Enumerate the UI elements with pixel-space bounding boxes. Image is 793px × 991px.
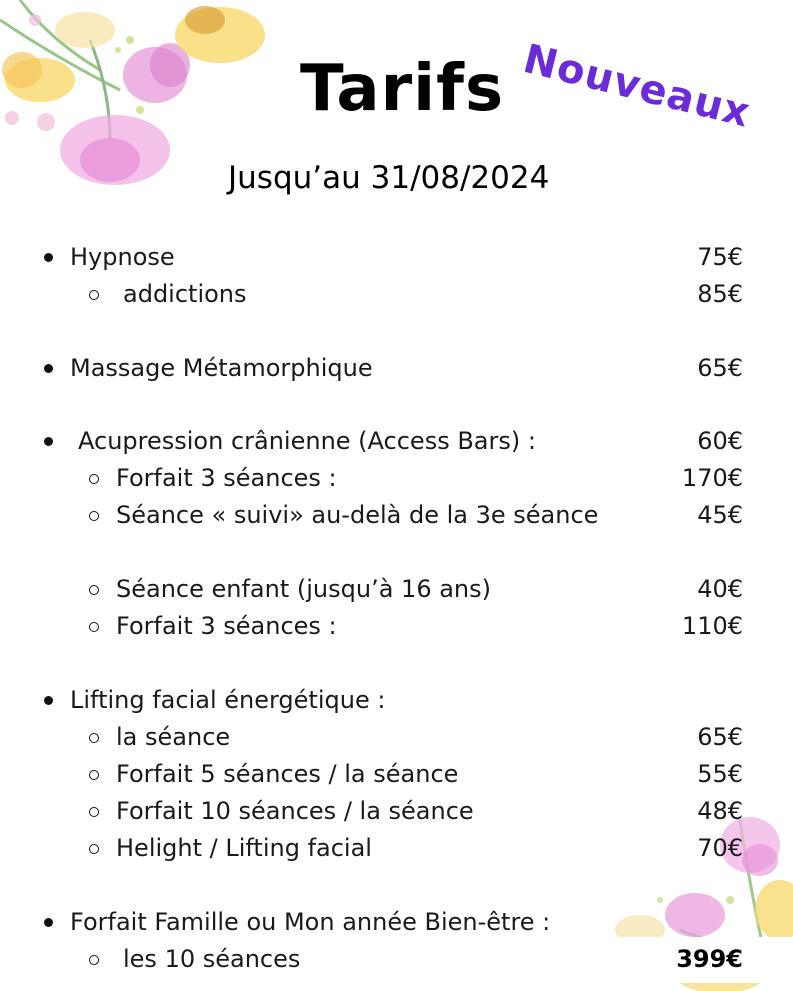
item-price: 60€ — [697, 427, 743, 455]
list-item — [0, 351, 793, 385]
list-item — [0, 720, 793, 754]
circle-bullet-icon — [89, 622, 99, 632]
list-item — [0, 424, 793, 458]
circle-bullet-icon — [89, 770, 99, 780]
item-label: Forfait 10 séances / la séance — [116, 797, 474, 825]
bullet-icon — [44, 364, 53, 373]
item-label: Acupression crânienne (Access Bars) : — [78, 427, 536, 455]
circle-bullet-icon — [89, 511, 99, 521]
item-label: Forfait 3 séances : — [116, 612, 337, 640]
bullet-icon — [44, 437, 53, 446]
item-price: 85€ — [697, 280, 743, 308]
list-item — [0, 683, 793, 717]
bullet-icon — [44, 696, 53, 705]
item-price: 48€ — [697, 797, 743, 825]
item-price: 40€ — [697, 575, 743, 603]
item-label: Forfait Famille ou Mon année Bien-être : — [70, 908, 551, 936]
circle-bullet-icon — [89, 290, 99, 300]
new-badge: Nouveaux — [518, 36, 756, 137]
circle-bullet-icon — [89, 733, 99, 743]
item-label: addictions — [123, 280, 247, 308]
list-item — [0, 498, 793, 532]
item-label: Hypnose — [70, 243, 175, 271]
item-label: Séance « suivi» au-delà de la 3e séance — [116, 501, 599, 529]
item-label: Lifting facial énergétique : — [70, 686, 386, 714]
item-label: les 10 séances — [123, 945, 301, 973]
circle-bullet-icon — [89, 585, 99, 595]
item-price: 70€ — [697, 834, 743, 862]
list-item — [0, 572, 793, 606]
item-price: 45€ — [697, 501, 743, 529]
item-label: Helight / Lifting facial — [116, 834, 372, 862]
item-label: Forfait 5 séances / la séance — [116, 760, 459, 788]
list-item — [0, 609, 793, 643]
item-label: Massage Métamorphique — [70, 354, 373, 382]
list-item — [0, 905, 793, 939]
list-item — [0, 757, 793, 791]
item-label: la séance — [116, 723, 231, 751]
item-label: Séance enfant (jusqu’à 16 ans) — [116, 575, 491, 603]
item-price: 110€ — [681, 612, 743, 640]
item-price: 399€ — [676, 945, 743, 973]
list-item — [0, 461, 793, 495]
item-price: 170€ — [681, 464, 743, 492]
page-title: Tarifs — [300, 52, 505, 126]
list-item — [0, 831, 793, 865]
item-price: 75€ — [697, 243, 743, 271]
list-item — [0, 942, 793, 976]
list-item — [0, 794, 793, 828]
item-price: 55€ — [697, 760, 743, 788]
item-label: Forfait 3 séances : — [116, 464, 337, 492]
item-price: 65€ — [697, 354, 743, 382]
circle-bullet-icon — [89, 955, 99, 965]
circle-bullet-icon — [89, 807, 99, 817]
circle-bullet-icon — [89, 844, 99, 854]
bullet-icon — [44, 918, 53, 927]
validity-subtitle: Jusqu’au 31/08/2024 — [228, 160, 550, 196]
item-price: 65€ — [697, 723, 743, 751]
bullet-icon — [44, 253, 53, 262]
list-item — [0, 277, 793, 311]
circle-bullet-icon — [89, 474, 99, 484]
list-item — [0, 240, 793, 274]
